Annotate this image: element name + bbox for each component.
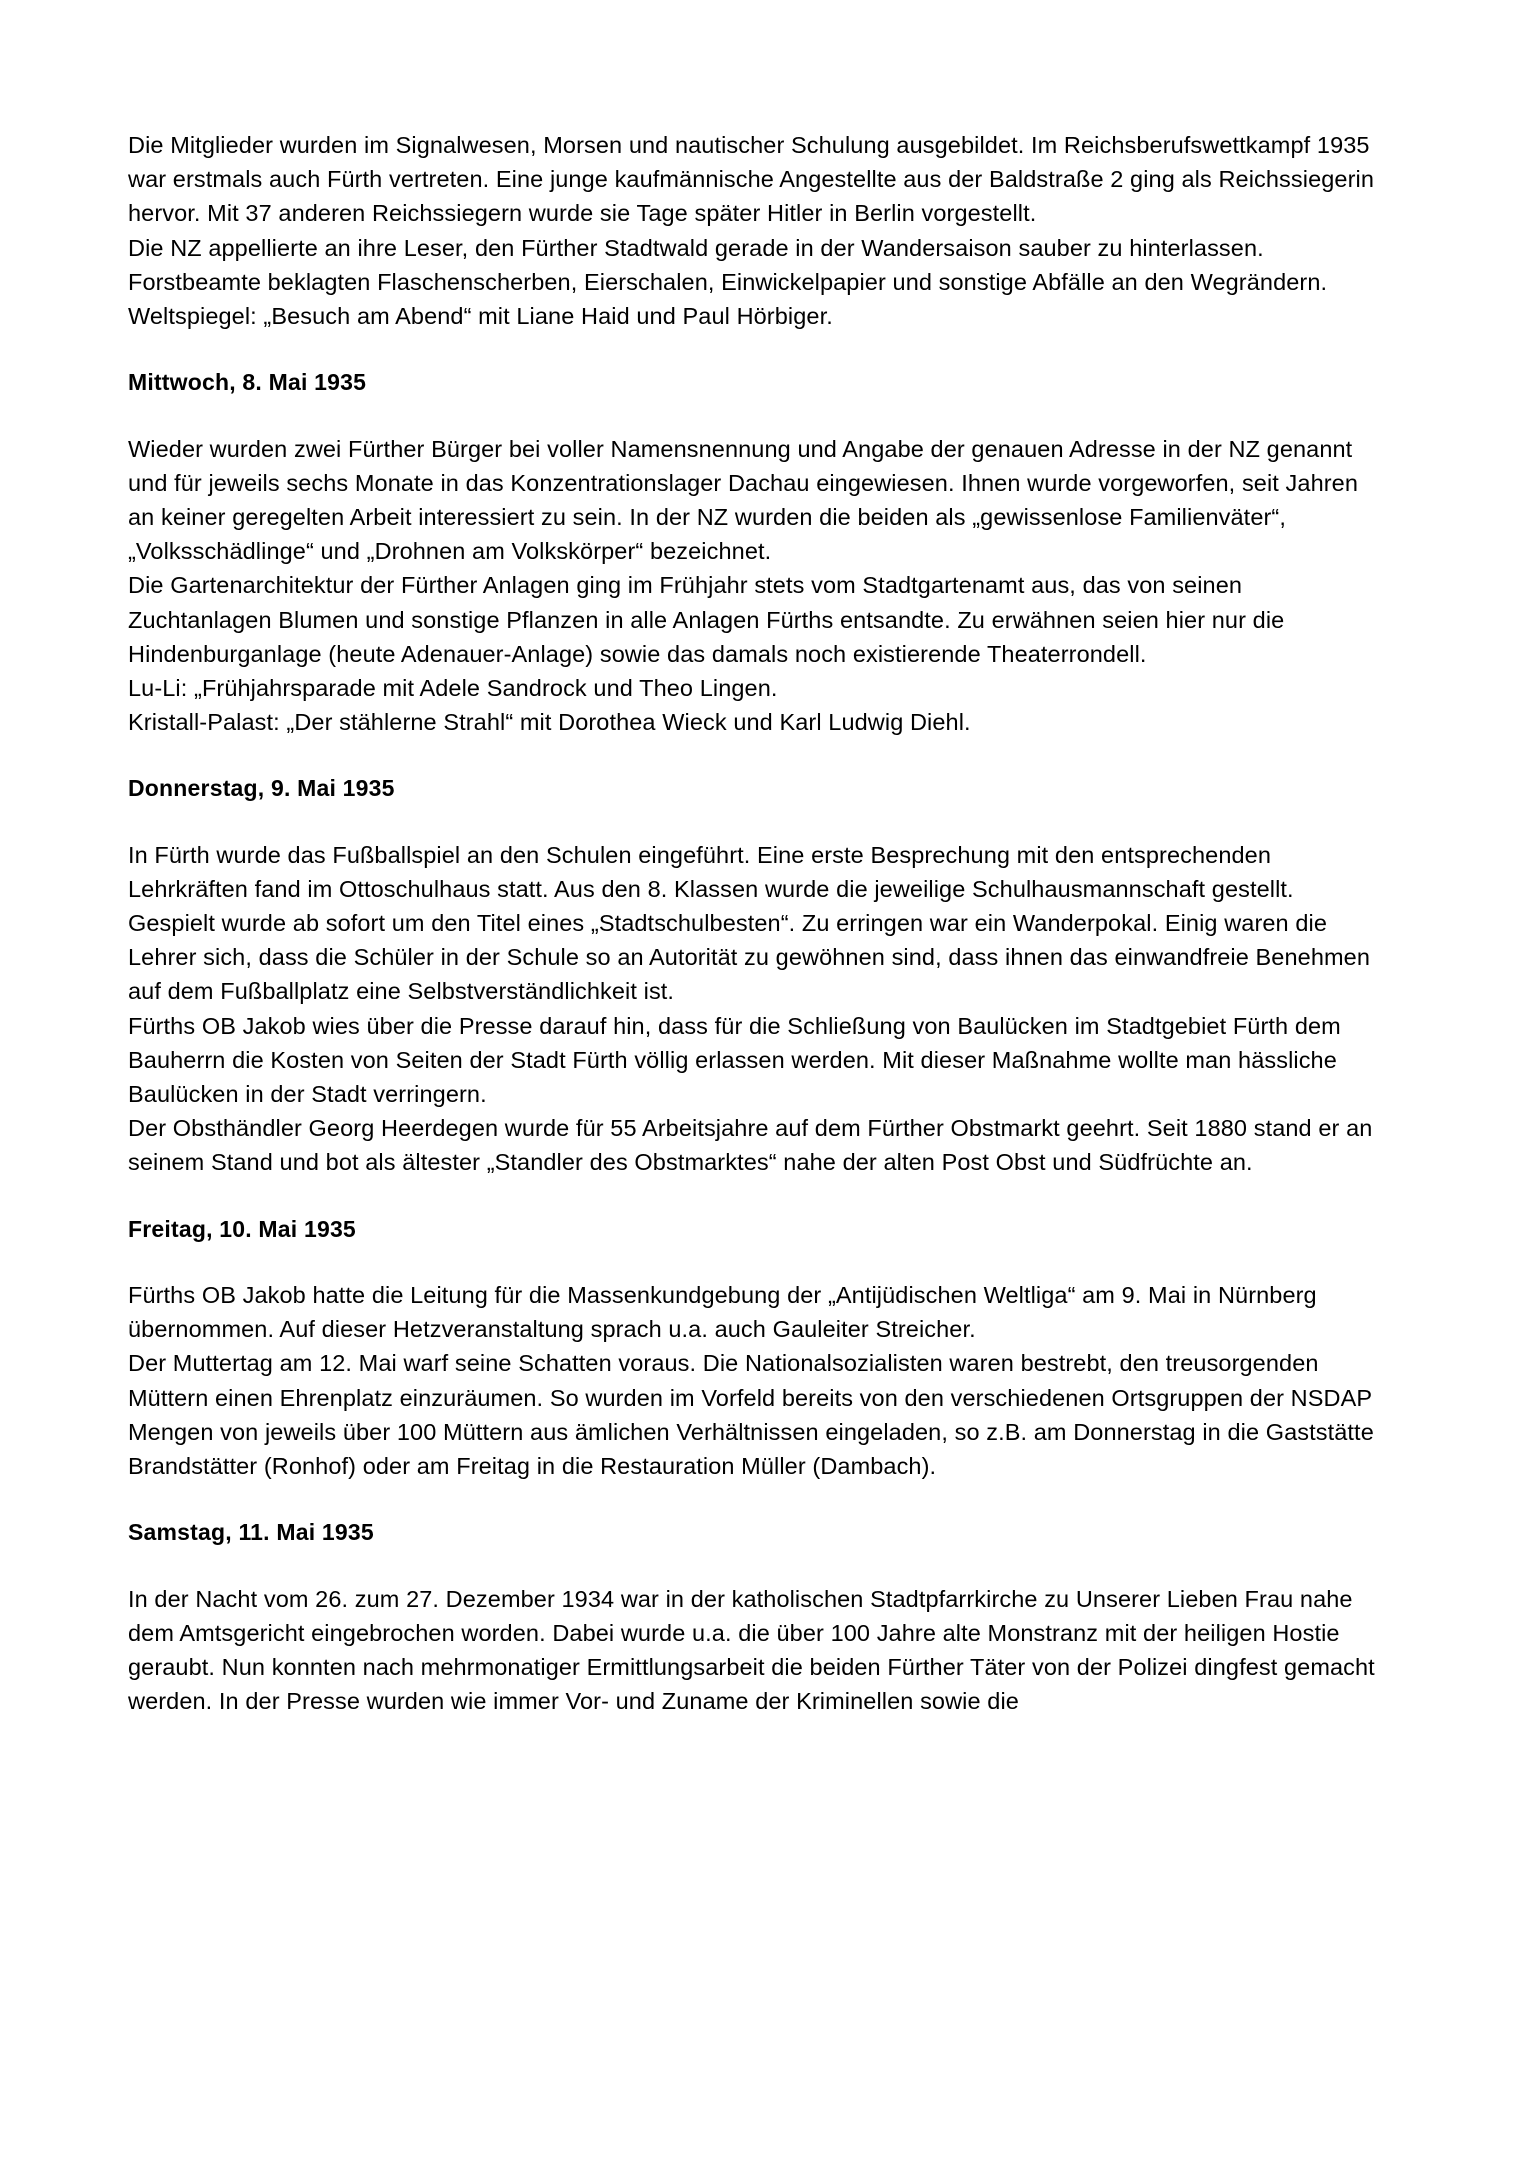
document-body bbox=[128, 128, 1386, 1718]
paragraph-obsthaendler-heerdegen: Der Obsthändler Georg Heerdegen wurde für 55 Arbeitsjahre auf dem Fürther Obstmarkt geehrt. Seit 1880 stand er an seinem Stand und bot als ältester „Standler des Obstmarktes“ nahe der alten Post Obst und Südfrüchte an. bbox=[128, 1115, 1373, 1176]
spacer bbox=[128, 400, 1386, 432]
paragraph-ob-jakob-bauluecken: Fürths OB Jakob wies über die Presse darauf hin, dass für die Schließung von Baulücken im Stadtgebiet Fürth dem Bauherrn die Kosten von Seiten der Stadt Fürth völlig erlassen werden. Mit dieser Maßnahme wollte man hässliche Baulücken in der Stadt verringern. bbox=[128, 1012, 1341, 1108]
spacer bbox=[128, 1550, 1386, 1582]
heading-samstag-11-mai-1935: Samstag, 11. Mai 1935 bbox=[128, 1519, 374, 1546]
paragraph-kircheneinbruch: In der Nacht vom 26. zum 27. Dezember 1934 war in der katholischen Stadtpfarrkirche zu Unserer Lieben Frau nahe dem Amtsgericht eingebrochen worden. Dabei wurde u.a. die über 100 Jahre alte Monstranz mit der heiligen Hostie geraubt. Nun konnten nach mehrmonatiger Ermittlungsarbeit die beiden Fürther Täter von der Polizei dingfest gemacht werden. In der Presse wurden wie immer Vor- und Zuname der Kriminellen sowie die bbox=[128, 1585, 1375, 1715]
paragraph-nz-stadtwald: Die NZ appellierte an ihre Leser, den Fürther Stadtwald gerade in der Wandersaison sauber zu hinterlassen. Forstbeamte beklagten Flaschenscherben, Eierschalen, Einwickelpapier und sonstige Abfälle an den Wegrändern. bbox=[128, 234, 1328, 295]
spacer bbox=[128, 1483, 1386, 1516]
paragraph-weltspiegel: Weltspiegel: „Besuch am Abend“ mit Liane Haid und Paul Hörbiger. bbox=[128, 302, 833, 329]
paragraph-kristall-palast: Kristall-Palast: „Der stählerne Strahl“ mit Dorothea Wieck und Karl Ludwig Diehl. bbox=[128, 709, 971, 736]
spacer bbox=[128, 1180, 1386, 1213]
spacer bbox=[128, 806, 1386, 838]
intro-paragraph: Die Mitglieder wurden im Signalwesen, Morsen und nautischer Schulung ausgebildet. Im Reichsberufswettkampf 1935 war erstmals auch Fürth vertreten. Eine junge kaufmännische Angestellte aus der Baldstraße 2 ging als Reichssiegerin hervor. Mit 37 anderen Reichssiegern wurde sie Tage später Hitler in Berlin vorgestellt. bbox=[128, 132, 1374, 227]
spacer bbox=[128, 333, 1386, 366]
heading-donnerstag-9-mai-1935: Donnerstag, 9. Mai 1935 bbox=[128, 775, 395, 802]
paragraph-gartenarchitektur: Die Gartenarchitektur der Fürther Anlagen ging im Frühjahr stets vom Stadtgartenamt aus, das von seinen Zuchtanlagen Blumen und sonstige Pflanzen in alle Anlagen Fürths entsandte. Zu erwähnen seien hier nur die Hindenburganlage (heute Adenauer-Anlage) sowie das damals noch existierende Theaterrondell. bbox=[128, 572, 1285, 667]
spacer bbox=[128, 1246, 1386, 1278]
heading-mittwoch-8-mai-1935: Mittwoch, 8. Mai 1935 bbox=[128, 369, 367, 396]
heading-freitag-10-mai-1935: Freitag, 10. Mai 1935 bbox=[128, 1215, 356, 1242]
paragraph-dachau-einweisung: Wieder wurden zwei Fürther Bürger bei voller Namensnennung und Angabe der genauen Adresse in der NZ genannt und für jeweils sechs Monate in das Konzentrationslager Dachau eingewiesen. Ihnen wurde vorgeworfen, seit Jahren an keiner geregelten Arbeit interessiert zu sein. In der NZ wurden die beiden als „gewissenlose Familienväter“, „Volksschädlinge“ und „Drohnen am Volkskörper“ bezeichnet. bbox=[128, 435, 1358, 565]
paragraph-muttertag: Der Muttertag am 12. Mai warf seine Schatten voraus. Die Nationalsozialisten waren bestrebt, den treusorgenden Müttern einen Ehrenplatz einzuräumen. So wurden im Vorfeld bereits von den verschiedenen Ortsgruppen der NSDAP Mengen von jeweils über 100 Müttern aus ämlichen Verhältnissen eingeladen, so z.B. am Donnerstag in die Gaststätte Brandstätter (Ronhof) oder am Freitag in die Restauration Müller (Dambach). bbox=[128, 1350, 1374, 1479]
paragraph-fussballspiel-schulen: In Fürth wurde das Fußballspiel an den Schulen eingeführt. Eine erste Besprechung mit den entsprechenden Lehrkräften fand im Ottoschulhaus statt. Aus den 8. Klassen wurde die jeweilige Schulhausmannschaft gestellt. Gespielt wurde ab sofort um den Titel eines „Stadtschulbesten“. Zu erringen war ein Wanderpokal. Einig waren die Lehrer sich, dass die Schüler in der Schule so an Autorität zu gewöhnen sind, dass ihnen das einwandfreie Benehmen auf dem Fußballplatz eine Selbstverständlichkeit ist. bbox=[128, 841, 1371, 1005]
spacer bbox=[128, 739, 1386, 772]
paragraph-antijuedische-weltliga: Fürths OB Jakob hatte die Leitung für die Massenkundgebung der „Antijüdischen Weltliga“ am 9. Mai in Nürnberg übernommen. Auf dieser Hetzveranstaltung sprach u.a. auch Gauleiter Streicher. bbox=[128, 1282, 1317, 1343]
paragraph-lu-li: Lu-Li: „Frühjahrsparade mit Adele Sandrock und Theo Lingen. bbox=[128, 674, 778, 701]
